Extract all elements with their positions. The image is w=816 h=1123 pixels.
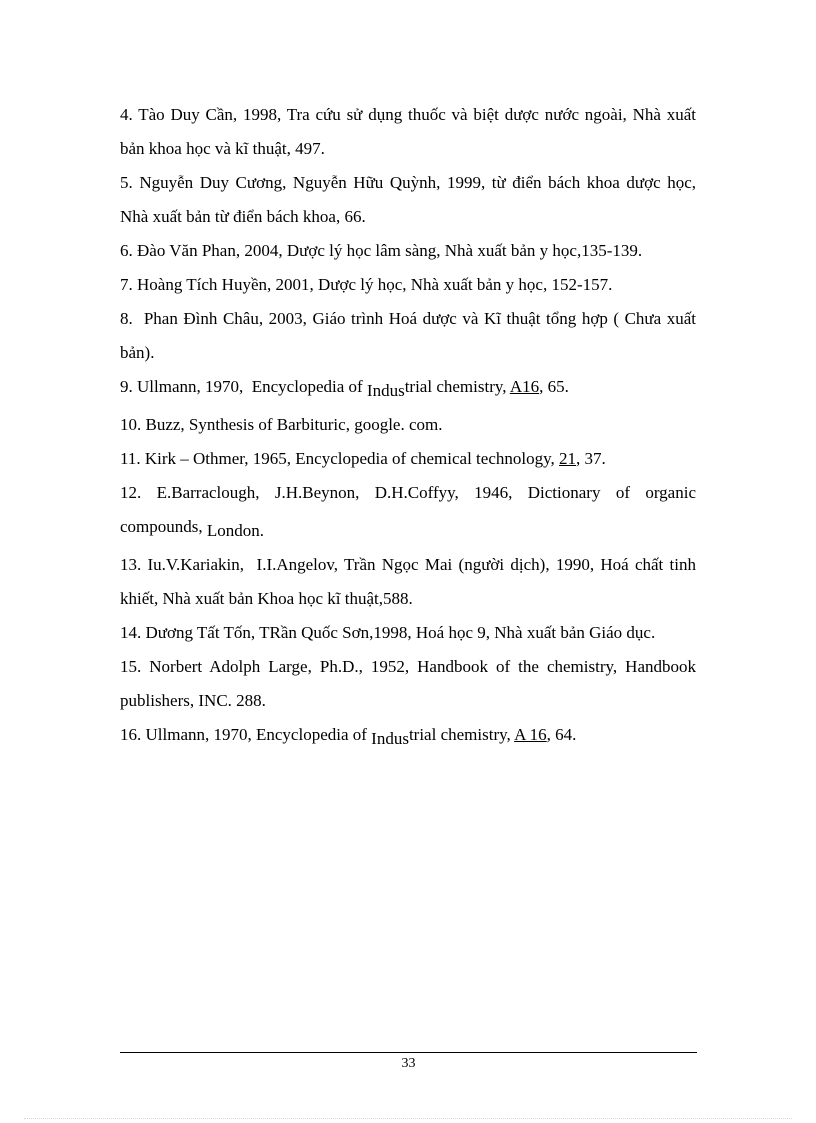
reference-text-segment: 7. Hoàng Tích Huyền, 2001, Dược lý học, Nhà xuất bản y học, 152-157. bbox=[120, 275, 613, 294]
reference-text-segment: 21 bbox=[559, 449, 576, 468]
reference-item-13 bbox=[120, 548, 701, 616]
reference-text-segment: 16. Ullmann, 1970, Encyclopedia of bbox=[120, 725, 372, 744]
reference-text-segment: 5. Nguyễn Duy Cương, Nguyễn Hữu Quỳnh, 1999, từ điển bách khoa dược học, Nhà xuất bản từ điển bách khoa, 66. bbox=[120, 173, 701, 226]
reference-text-segment: Indus bbox=[371, 729, 409, 748]
reference-item-16 bbox=[120, 718, 696, 756]
reference-item-7 bbox=[120, 268, 696, 302]
reference-item-10 bbox=[120, 408, 696, 442]
reference-text-segment: 6. Đào Văn Phan, 2004, Dược lý học lâm sàng, Nhà xuất bản y học,135-139. bbox=[120, 241, 643, 260]
reference-text-segment: 14. Dương Tất Tốn, TRần Quốc Sơn,1998, Hoá học 9, Nhà xuất bản Giáo dục. bbox=[120, 623, 656, 642]
reference-text-segment: 8. Phan Đình Châu, 2003, Giáo trình Hoá dược và Kĩ thuật tổng hợp ( Chưa xuất bản). bbox=[120, 309, 701, 362]
reference-item-8 bbox=[120, 302, 701, 370]
reference-text-segment: , 64. bbox=[546, 725, 577, 744]
reference-item-5 bbox=[120, 166, 701, 234]
reference-item-11 bbox=[120, 442, 696, 476]
reference-text-segment: , 65. bbox=[539, 377, 569, 396]
reference-text-segment: 9. Ullmann, 1970, Encyclopedia of bbox=[120, 377, 367, 396]
reference-item-12 bbox=[120, 476, 701, 548]
reference-text-segment: trial chemistry, bbox=[404, 377, 510, 396]
reference-text-segment: A 16 bbox=[514, 725, 547, 744]
footer-rule bbox=[120, 1052, 697, 1053]
reference-list bbox=[120, 98, 701, 756]
reference-text-segment: 12. E.Barraclough, J.H.Beynon, D.H.Coffyy, 1946, Dictionary of organic compounds, bbox=[120, 483, 701, 536]
reference-item-6 bbox=[120, 234, 696, 268]
reference-item-14 bbox=[120, 616, 696, 650]
reference-text-segment: 11. Kirk – Othmer, 1965, Encyclopedia of chemical technology, bbox=[120, 449, 559, 468]
reference-text-segment: Indus bbox=[366, 381, 405, 400]
reference-item-15 bbox=[120, 650, 701, 718]
page-number: 33 bbox=[401, 1056, 416, 1071]
page-edge bbox=[24, 1118, 792, 1119]
reference-text-segment: , 37. bbox=[576, 449, 606, 468]
reference-text-segment: trial chemistry, bbox=[408, 725, 515, 744]
reference-text-segment: 10. Buzz, Synthesis of Barbituric, google. com. bbox=[120, 415, 443, 434]
reference-item-9 bbox=[120, 370, 696, 408]
reference-text-segment: 15. Norbert Adolph Large, Ph.D., 1952, Handbook of the chemistry, Handbook publishers, INC. 288. bbox=[120, 657, 701, 710]
reference-text-segment: 13. Iu.V.Kariakin, I.I.Angelov, Trần Ngọc Mai (người dịch), 1990, Hoá chất tinh khiết, Nhà xuất bản Khoa học kĩ thuật,588. bbox=[120, 555, 701, 608]
reference-item-4 bbox=[120, 98, 701, 166]
reference-text-segment: 4. Tào Duy Cần, 1998, Tra cứu sử dụng thuốc và biệt dược nước ngoài, Nhà xuất bản khoa học và kĩ thuật, 497. bbox=[120, 105, 701, 158]
reference-text-segment: A16 bbox=[509, 377, 540, 396]
reference-text-segment: London. bbox=[206, 521, 265, 540]
